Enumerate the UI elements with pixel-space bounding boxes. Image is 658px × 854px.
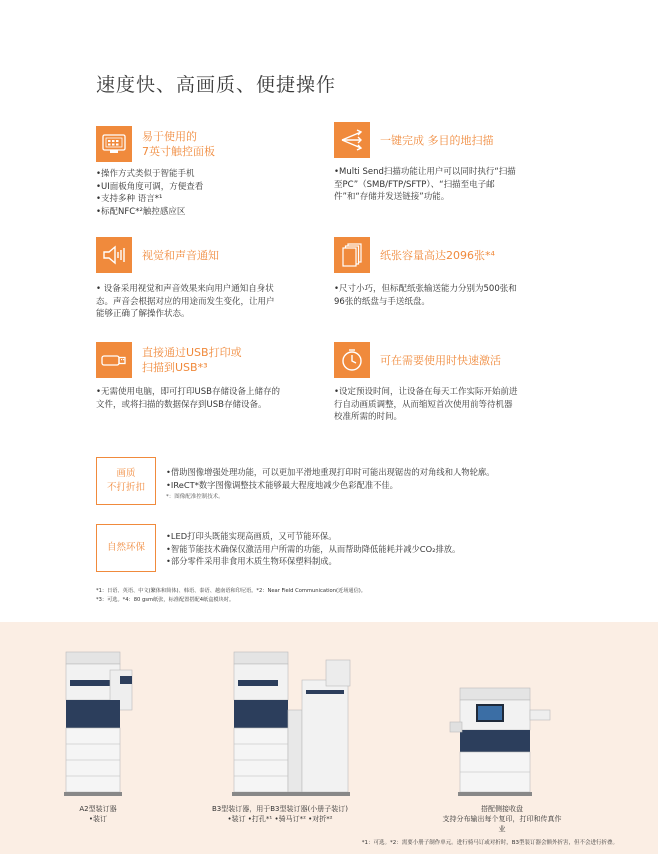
feature-bullet: • 设备采用视觉和声音效果来向用户通知自身状 态。声音会根据对应的用途而发生变化，让用户 能够正确了解操作状态。 bbox=[96, 284, 275, 319]
product-caption: B3型装订器，用于B3型装订器(小册子装订) •装订 •打孔*¹ •骑马订*² •对折*² bbox=[212, 805, 348, 823]
feature-touch-panel bbox=[96, 126, 336, 218]
feature-bullet: •标配NFC*²触控感应区 bbox=[96, 206, 186, 217]
feature-bullet: •无需使用电脑，即可打印USB存储设备上储存的 文件，或将扫描的数据保存到USB存储设备。 bbox=[96, 387, 280, 410]
feature-notifications bbox=[96, 237, 336, 321]
quality-box-text bbox=[166, 466, 494, 504]
usb-icon bbox=[96, 342, 132, 378]
product-image-b3-finisher bbox=[226, 650, 366, 800]
paper-stack-icon bbox=[334, 237, 370, 273]
quality-note: *：图像配准控制技术。 bbox=[166, 494, 224, 500]
footnote: *1：日语、英语、中文(繁体和简体)、韩语、泰语、越南语和印尼语。*2：Near Field Communication(近场通信)。 bbox=[96, 588, 366, 594]
feature-bullet: •尺寸小巧，但标配纸张输送能力分别为500张和 96张的纸盘与手送纸盘。 bbox=[334, 284, 517, 307]
eco-box-text bbox=[166, 530, 460, 568]
bottom-footnote: *1：可选。*2：需要小册子制作单元。进行骑马订或对折时，B3型装订器会额外折害，但不会进行折叠。 bbox=[361, 840, 618, 846]
speaker-icon bbox=[96, 237, 132, 273]
feature-title: 可在需要使用时快速激活 bbox=[380, 353, 501, 367]
quality-line: •IReCT*数字图像调整技术能够最大程度地减少色彩配准不佳。 bbox=[166, 479, 398, 490]
product-caption: A2型装订器 •装订 bbox=[79, 805, 117, 823]
quality-box-label: 画质 不打折扣 bbox=[96, 457, 156, 505]
product-image-side-tray bbox=[446, 686, 556, 798]
feature-title: 纸张容量高达2096张*⁴ bbox=[380, 248, 495, 262]
feature-bullet: •UI面板角度可调，方便查看 bbox=[96, 181, 204, 192]
feature-quick-activation bbox=[334, 342, 574, 424]
feature-usb bbox=[96, 342, 336, 411]
eco-line: •智能节能技术确保仅激活用户所需的功能，从而帮助降低能耗并减少CO₂排放。 bbox=[166, 543, 461, 554]
product-image-a2-finisher bbox=[58, 650, 138, 800]
feature-bullet: •操作方式类似于智能手机 bbox=[96, 169, 195, 179]
feature-bullet: •Multi Send扫描功能让用户可以同时执行“扫描 至PC”（SMB/FTP/SFTP）、“扫描至电子邮 件”和“存储并发送链接”功能。 bbox=[334, 167, 516, 202]
eco-line: •部分零件采用非食用木质生物环保塑料制成。 bbox=[166, 556, 337, 566]
feature-bullet: •设定预设时间，让设备在每天工作实际开始前进 行自动画质调整，从而缩短首次使用前等待机器 校准所需的时间。 bbox=[334, 387, 518, 422]
eco-box-label: 自然环保 bbox=[96, 524, 156, 572]
clock-icon bbox=[334, 342, 370, 378]
feature-title: 一键完成 多目的地扫描 bbox=[380, 133, 494, 147]
footnote: *3：可选。*4：80 gsm纸张，标准配置搭配4纸盒模块时。 bbox=[96, 597, 235, 603]
feature-title: 易于使用的 7英寸触控面板 bbox=[142, 130, 215, 158]
page-title: 速度快、高画质、便捷操作 bbox=[96, 74, 337, 96]
feature-title: 直接通过USB打印或 扫描到USB*³ bbox=[142, 346, 242, 374]
touch-panel-icon bbox=[96, 126, 132, 162]
feature-paper-capacity bbox=[334, 237, 574, 308]
feature-title: 视觉和声音通知 bbox=[142, 248, 219, 262]
feature-bullet: •支持多种 语言*¹ bbox=[96, 194, 163, 204]
product-caption: 搭配侧接收盘 支持分布输出每个复印，打印和传真作业 bbox=[442, 805, 562, 833]
eco-line: •LED打印头既能实现高画质，又可节能环保。 bbox=[166, 531, 337, 541]
quality-line: •借助图像增强处理功能，可以更加平滑地重现打印时可能出现锯齿的对角线和人物轮廓。 bbox=[166, 467, 495, 477]
share-arrows-icon bbox=[334, 122, 370, 158]
feature-multi-send bbox=[334, 122, 574, 204]
